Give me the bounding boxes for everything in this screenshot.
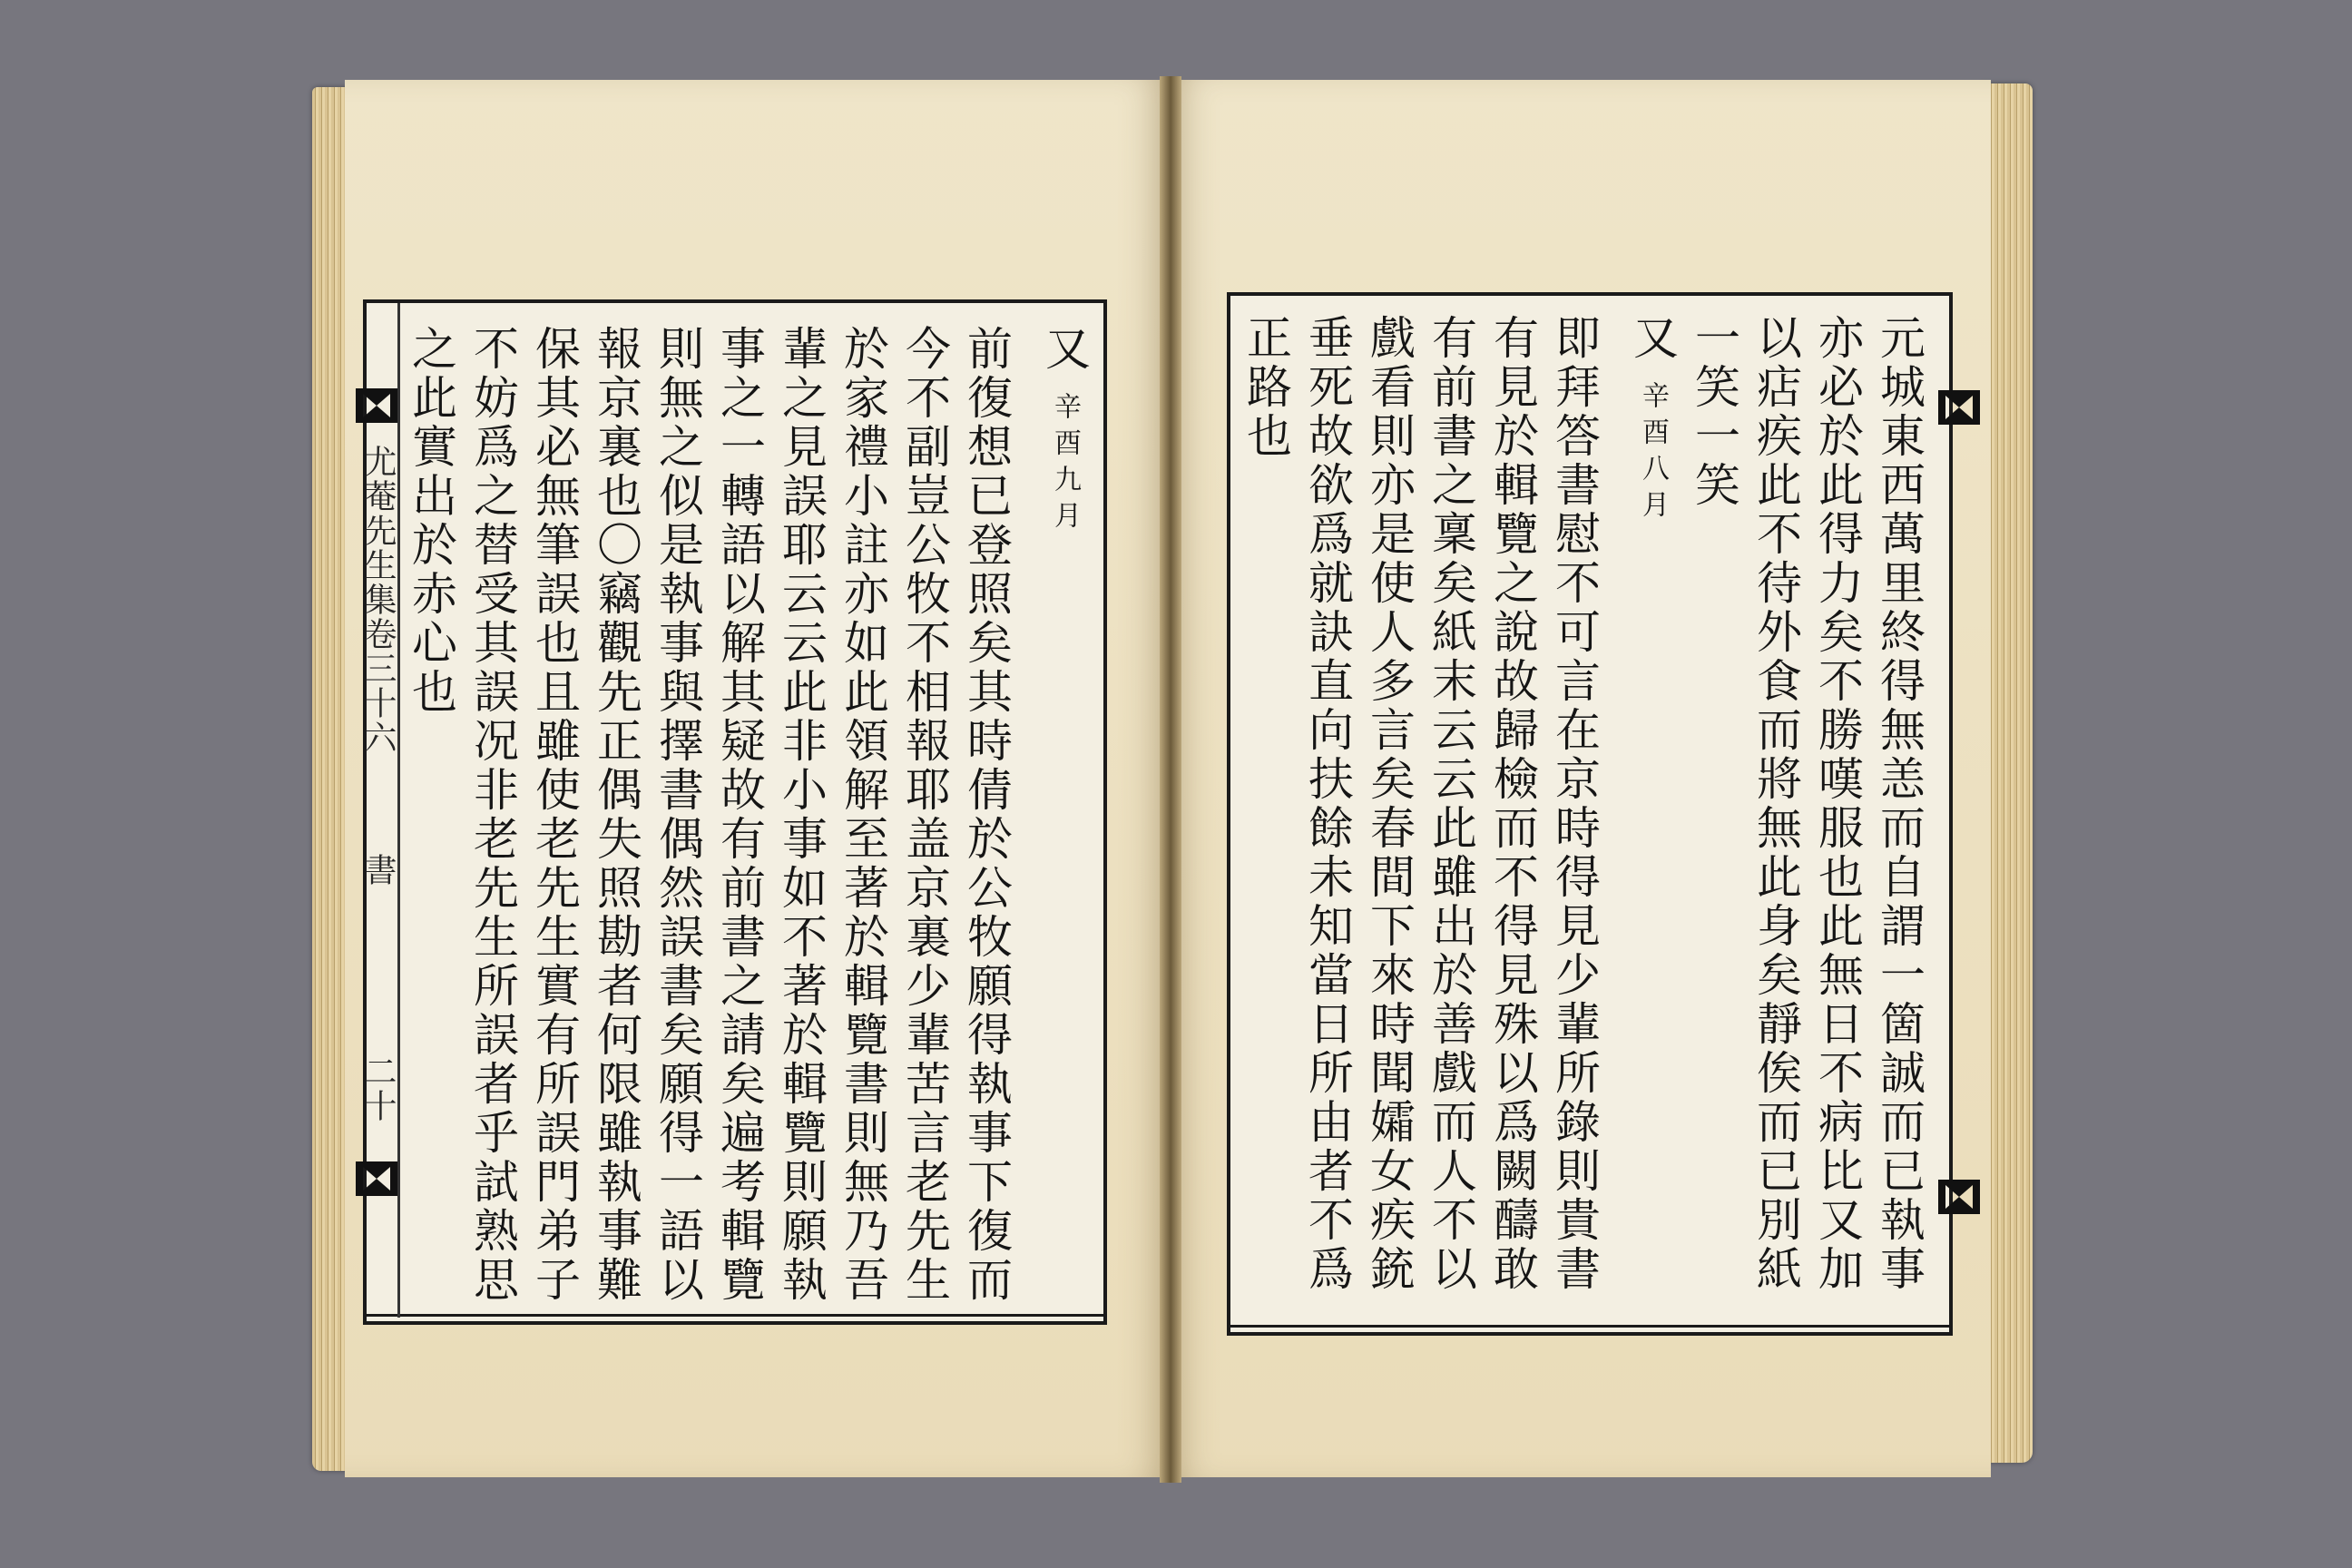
text-column: 正路也 xyxy=(1240,314,1292,461)
text-column: 即拜答書慰不可言在京時得見少輩所錄則貴書 xyxy=(1548,314,1601,1294)
book-gutter xyxy=(1160,76,1181,1483)
right-lower-fish-tail-ornament-icon xyxy=(1938,1180,1980,1214)
lower-fish-tail-ornament-icon xyxy=(356,1161,397,1196)
text-column: 之此實出於赤心也 xyxy=(405,325,457,717)
text-column: 亦必於此得力矣不勝嘆服也此無日不病比又加 xyxy=(1811,314,1864,1294)
text-column: 元城東西萬里終得無恙而自謂一箇誠而已執事 xyxy=(1873,314,1926,1294)
upper-fish-tail-ornament-icon xyxy=(356,388,397,423)
text-column: 輩之見誤耶云云此非小事如不著於輯覽則願執 xyxy=(775,325,828,1305)
text-column: 辛酉九月 xyxy=(1049,392,1081,537)
text-column: 事之一轉語以解其疑故有前書之請矣遍考輯覽 xyxy=(713,325,766,1305)
text-column: 垂死故欲爲就訣直向扶餘未知當日所由者不爲 xyxy=(1301,314,1354,1294)
text-column: 又 xyxy=(1038,325,1091,374)
text-column: 前復想已登照矣其時倩於公牧願得執事下復而 xyxy=(960,325,1013,1305)
text-column: 於家禮小註亦如此領解至著於輯覽書則無乃吾 xyxy=(837,325,889,1305)
text-column: 以痁疾此不待外食而將無此身矣靜俟而已別紙 xyxy=(1749,314,1802,1294)
left-bottom-rule xyxy=(363,1314,1107,1317)
text-column: 一笑一笑 xyxy=(1688,314,1740,510)
text-column: 又 xyxy=(1626,314,1679,363)
text-column: 戲看則亦是使人多言矣春間下來時聞孀女疾銃 xyxy=(1363,314,1416,1294)
margin-page-number: 二十 xyxy=(359,1054,397,1123)
text-column: 則無之似是執事與擇書偶然誤書矣願得一語以 xyxy=(652,325,704,1305)
margin-rule-inner xyxy=(397,303,400,1318)
text-column: 報京裏也〇竊觀先正偶失照勘者何限雖執事難 xyxy=(590,325,642,1305)
text-column: 今不副豈公牧不相報耶盖京裏少輩苦言老先生 xyxy=(898,325,951,1305)
text-column: 不妨爲之替受其誤况非老先生所誤者乎試熟思 xyxy=(466,325,519,1305)
right-upper-fish-tail-ornament-icon xyxy=(1938,390,1980,425)
text-column: 有見於輯覽之說故歸檢而不得見殊以爲闕醻敢 xyxy=(1486,314,1539,1294)
right-bottom-rule xyxy=(1227,1325,1953,1328)
margin-section: 書 xyxy=(359,853,397,887)
margin-title: 尤菴先生集卷三十六 xyxy=(359,445,397,755)
text-column: 有前書之稟矣紙末云云此雖出於善戲而人不以 xyxy=(1425,314,1477,1294)
text-column: 保其必無筆誤也且雖使老先生實有所誤門弟子 xyxy=(528,325,581,1305)
text-column: 辛酉八月 xyxy=(1637,381,1669,526)
